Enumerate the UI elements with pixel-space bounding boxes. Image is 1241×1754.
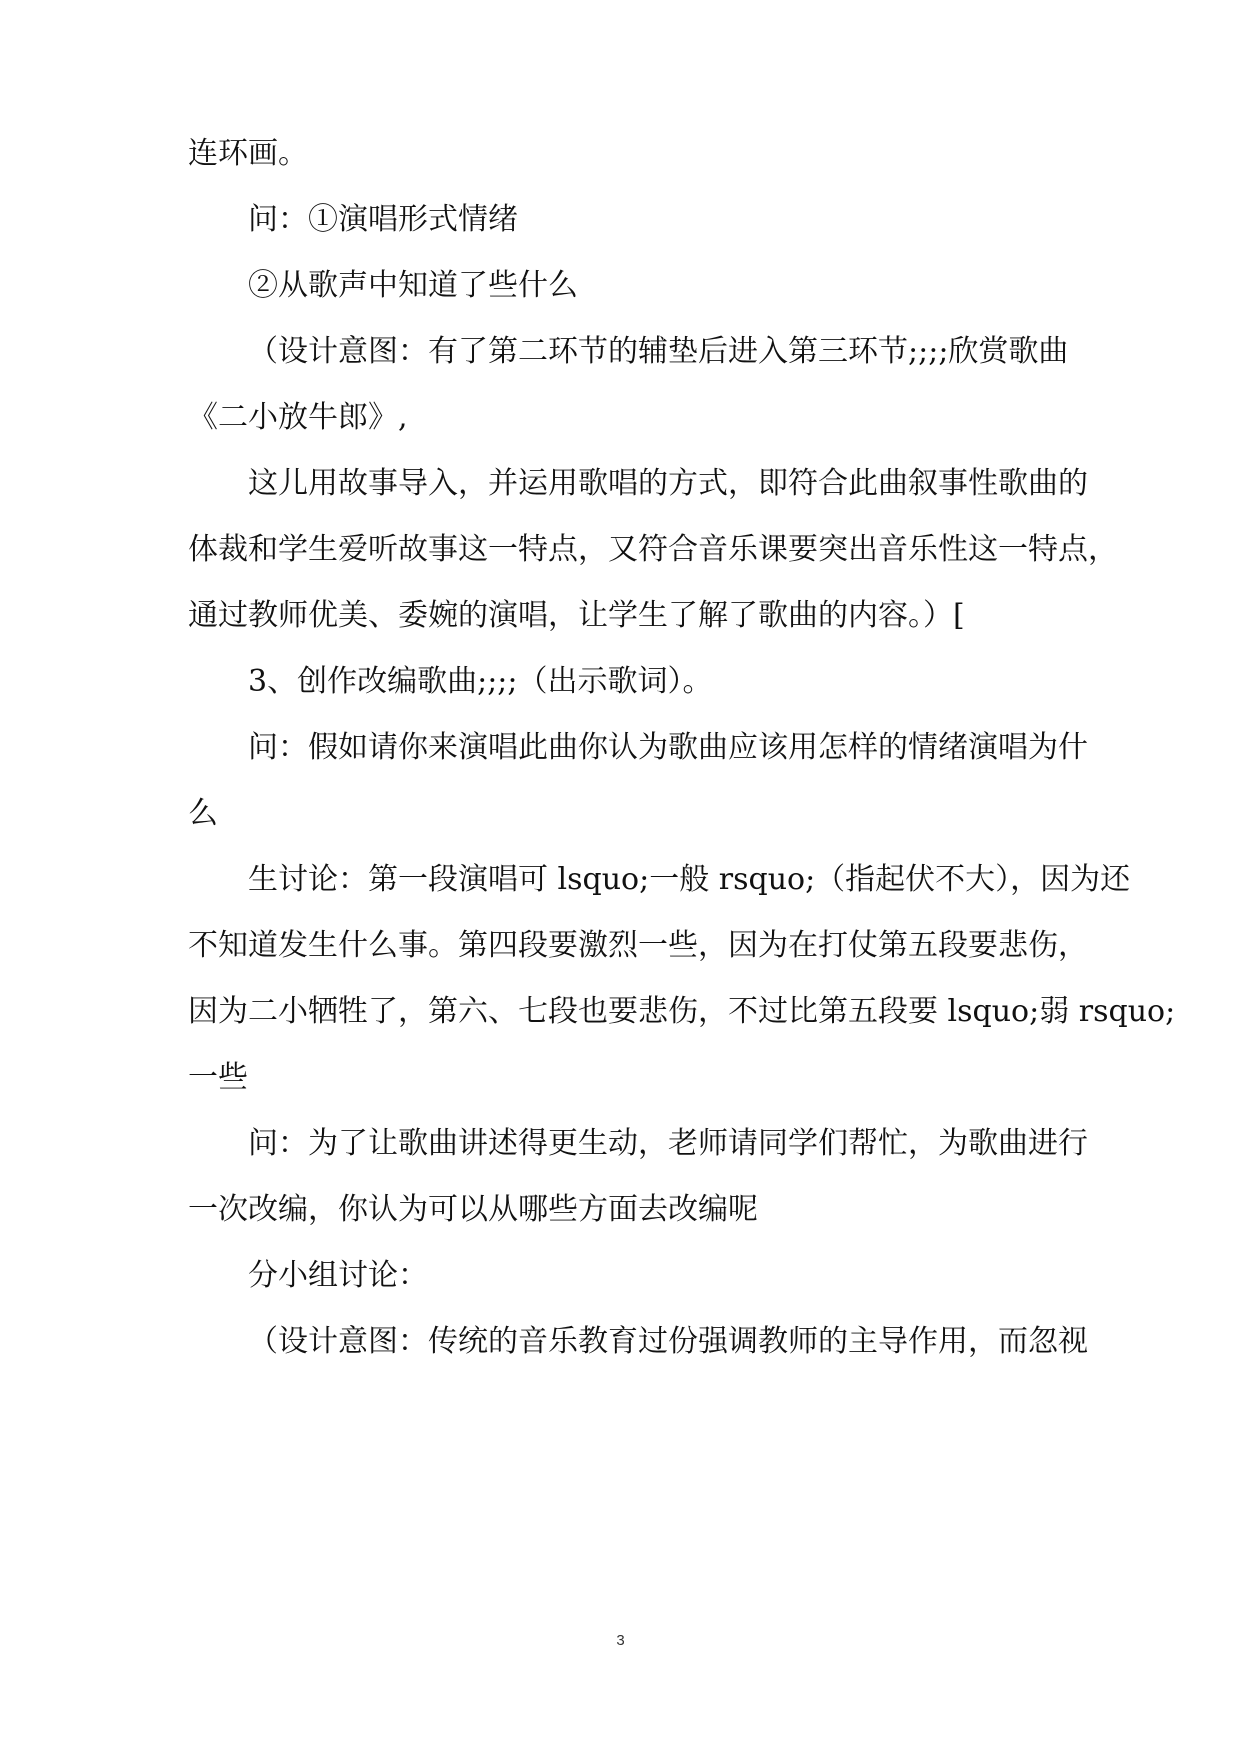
text-line: 3、创作改编歌曲;;;;（出示歌词）。	[248, 664, 713, 699]
text-line: 问：为了让歌曲讲述得更生动，老师请同学们帮忙，为歌曲进行	[248, 1126, 1088, 1161]
text-line: 生讨论：第一段演唱可 lsquo;一般 rsquo;（指起伏不大），因为还	[248, 862, 1131, 897]
text-line: 体裁和学生爱听故事这一特点，又符合音乐课要突出音乐性这一特点，	[188, 532, 1118, 567]
text-line: 因为二小牺牲了，第六、七段也要悲伤，不过比第五段要 lsquo;弱 rsquo;	[188, 994, 1176, 1029]
text-line: 通过教师优美、委婉的演唱，让学生了解了歌曲的内容。）[	[188, 598, 965, 633]
text-line: 不知道发生什么事。第四段要激烈一些，因为在打仗第五段要悲伤，	[188, 928, 1088, 963]
text-line: ②从歌声中知道了些什么	[248, 268, 578, 303]
text-line: 分小组讨论：	[248, 1258, 428, 1293]
text-line: 连环画。	[188, 136, 308, 171]
text-line: 问：①演唱形式情绪	[248, 202, 518, 237]
text-line: 《二小放牛郎》,	[188, 400, 408, 435]
text-line: 问：假如请你来演唱此曲你认为歌曲应该用怎样的情绪演唱为什	[248, 730, 1088, 765]
text-line: （设计意图：有了第二环节的辅垫后进入第三环节;;;;欣赏歌曲	[248, 334, 1069, 369]
text-line: 这儿用故事导入，并运用歌唱的方式，即符合此曲叙事性歌曲的	[248, 466, 1088, 501]
text-line: （设计意图：传统的音乐教育过份强调教师的主导作用，而忽视	[248, 1324, 1088, 1359]
text-line: 一些	[188, 1060, 248, 1095]
text-line: 一次改编，你认为可以从哪些方面去改编呢	[188, 1192, 758, 1227]
text-line: 么	[188, 796, 218, 831]
page-number: 3	[616, 1632, 625, 1649]
